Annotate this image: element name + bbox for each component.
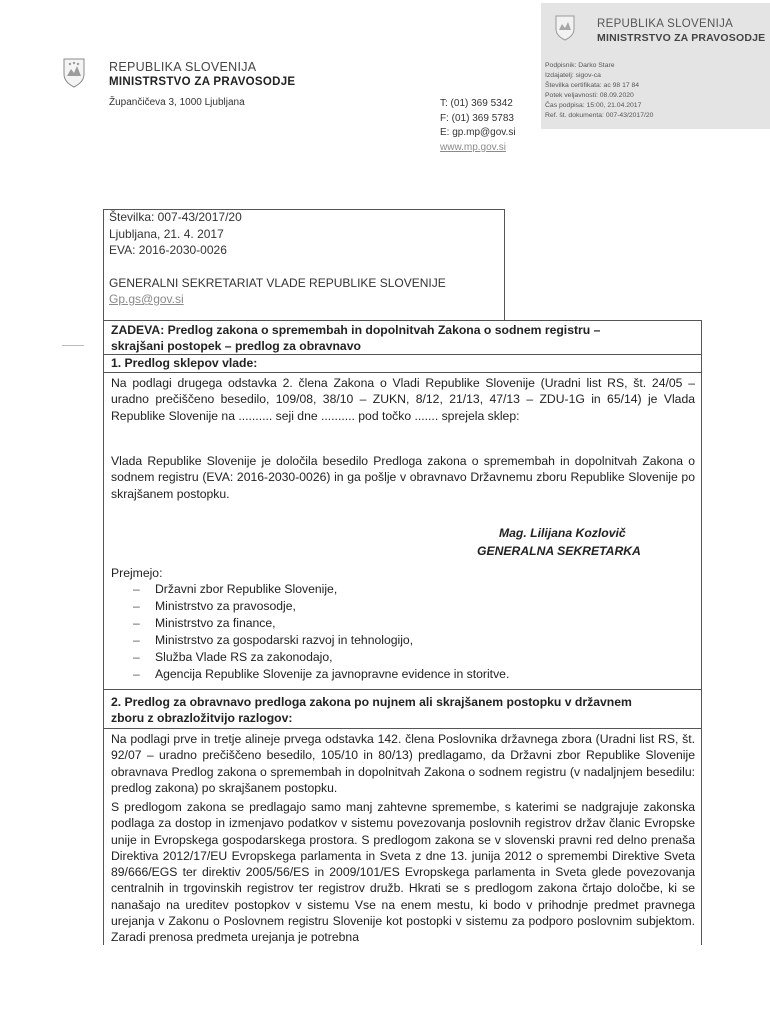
eva-number: EVA: 2016-2030-0026 bbox=[109, 243, 227, 257]
email[interactable]: E: gp.mp@gov.si bbox=[440, 127, 516, 139]
list-item: – Ministrstvo za finance, bbox=[111, 615, 695, 632]
list-item: – Ministrstvo za gospodarski razvoj in tehnologijo, bbox=[111, 632, 695, 649]
divider bbox=[104, 728, 701, 729]
stamp-line: Čas podpisa: 15:00, 21.04.2017 bbox=[545, 102, 642, 109]
recipient: GENERALNI SEKRETARIAT VLADE REPUBLIKE SLOVENIJE bbox=[109, 276, 446, 290]
section-heading-line: 2. Predlog za obravnavo predloga zakona po nujnem ali skrajšanem postopku v državnem bbox=[111, 695, 632, 709]
subject-line: skrajšani postopek – predlog za obravnavo bbox=[111, 339, 361, 354]
document-header bbox=[103, 209, 505, 321]
signature-stamp bbox=[541, 3, 770, 129]
website-link[interactable]: www.mp.gov.si bbox=[440, 141, 506, 153]
stamp-line: Podpisnik: Darko Stare bbox=[545, 62, 615, 69]
list-item: – Ministrstvo za pravosodje, bbox=[111, 598, 695, 615]
signatory-name: Mag. Lilijana Kozlovič bbox=[499, 526, 626, 540]
paragraph: S predlogom zakona se predlagajo samo manj zahtevne spremembe, s katerimi se nadgrajuje zakonska podlaga za dostop in izmenjavo podatkov v sistemu povezovanja poslovnih registrov držav članic Evropske unije in Evropskega gospodarskega prostora. S predlogom zakona se v slovenski pravni red delno prenaša Direktiva 2012/17/EU Evropskega parlamenta in Sveta z dne 13. junija 2012 o spremembi Direktive Sveta 89/666/EGS ter direktiv 2005/56/ES in 2009/101/ES Evropskega parlamenta in Sveta glede povezovanja centralnih in trgovinskih registrov ter registrov družb. Hkrati se s predlogom zakona črtajo določbe, ki se nanašajo na ureditev postopkov v sistemu Vse na enem mestu, ki bodo v prihodnje predmet pravnega urejanja v Zakonu o Poslovnem registru Slovenije kot postopki v sistemu za podporo poslovnim subjektom. Zaradi prenosa predmeta urejanja je potrebna bbox=[111, 800, 695, 945]
contact-block bbox=[440, 97, 516, 155]
list-item: – Služba Vlade RS za zakonodajo, bbox=[111, 649, 695, 666]
section-heading bbox=[111, 694, 695, 727]
recipients-list bbox=[111, 581, 695, 682]
subject bbox=[111, 322, 695, 355]
coat-of-arms-icon bbox=[63, 58, 85, 88]
paragraph: Na podlagi drugega odstavka 2. člena Zakona o Vladi Republike Slovenije (Uradni list RS, št. 24/05 – uradno prečiščeno besedilo, 109/08, 38/10 – ZUKN, 8/12, 21/13, 47/13 – ZDU-1G in 65/14) je Vlada Republike Slovenije na .......... seji dne .......... pod točko ....... sprejela sklep: bbox=[111, 376, 695, 423]
stamp-line: Številka certifikata: ac 98 17 84 bbox=[545, 82, 640, 89]
phone: T: (01) 369 5342 bbox=[440, 98, 513, 109]
org-name: REPUBLIKA SLOVENIJA bbox=[109, 60, 257, 74]
recipient-email-link[interactable]: Gp.gs@gov.si bbox=[109, 292, 184, 306]
address: Župančičeva 3, 1000 Ljubljana bbox=[109, 97, 245, 108]
stamp-metadata bbox=[545, 61, 653, 121]
document-table bbox=[103, 320, 702, 945]
stamp-line: Izdajatelj: sigov-ca bbox=[545, 72, 601, 79]
paragraph: Na podlagi prve in tretje alineje prvega odstavka 142. člena Poslovnika državnega zbora (Uradni list RS, št. 92/07 – uradno prečiščeno besedilo, 105/10 in 80/13) predlagamo, da Državni zbor Republike Slovenije obravnava Predlog zakona o spremembah in dopolnitvah Zakona o sodnem registru (v nadaljnjem besedilu: predlog zakona) po skrajšanem postopku. bbox=[111, 732, 695, 795]
stamp-line: Ref. št. dokumenta: 007-43/2017/20 bbox=[545, 112, 654, 119]
section-heading: 1. Predlog sklepov vlade: bbox=[111, 356, 258, 370]
divider bbox=[104, 689, 701, 690]
document-date: Ljubljana, 21. 4. 2017 bbox=[109, 227, 224, 241]
margin-mark bbox=[62, 345, 84, 346]
section-heading-line: zboru z obrazložitvijo razlogov: bbox=[111, 711, 293, 726]
document-number: Številka: 007-43/2017/20 bbox=[109, 210, 242, 224]
coat-of-arms-icon bbox=[555, 15, 575, 41]
subject-line: ZADEVA: Predlog zakona o spremembah in dopolnitvah Zakona o sodnem registru – bbox=[111, 323, 601, 337]
fax: F: (01) 369 5783 bbox=[440, 112, 514, 124]
ministry-name: MINISTRSTVO ZA PRAVOSODJE bbox=[109, 76, 296, 88]
stamp-line: Potek veljavnosti: 08.09.2020 bbox=[545, 92, 634, 99]
divider bbox=[104, 372, 701, 373]
list-item: – Državni zbor Republike Slovenije, bbox=[111, 581, 695, 598]
stamp-org-line2: MINISTRSTVO ZA PRAVOSODJE bbox=[597, 32, 766, 44]
recipients-label: Prejmejo: bbox=[111, 566, 163, 580]
paragraph: Vlada Republike Slovenije je določila besedilo Predloga zakona o spremembah in dopolnitvah Zakona o sodnem registru (EVA: 2016-2030-0026) in ga pošlje v obravnavo Državnemu zboru Republike Slovenije po skrajšanem postopku. bbox=[111, 454, 695, 501]
recipients-block bbox=[111, 565, 695, 683]
signatory-title: GENERALNA SEKRETARKA bbox=[477, 544, 641, 558]
list-item: – Agencija Republike Slovenije za javnopravne evidence in storitve. bbox=[111, 666, 695, 683]
stamp-org-line1: REPUBLIKA SLOVENIJA bbox=[597, 18, 734, 30]
